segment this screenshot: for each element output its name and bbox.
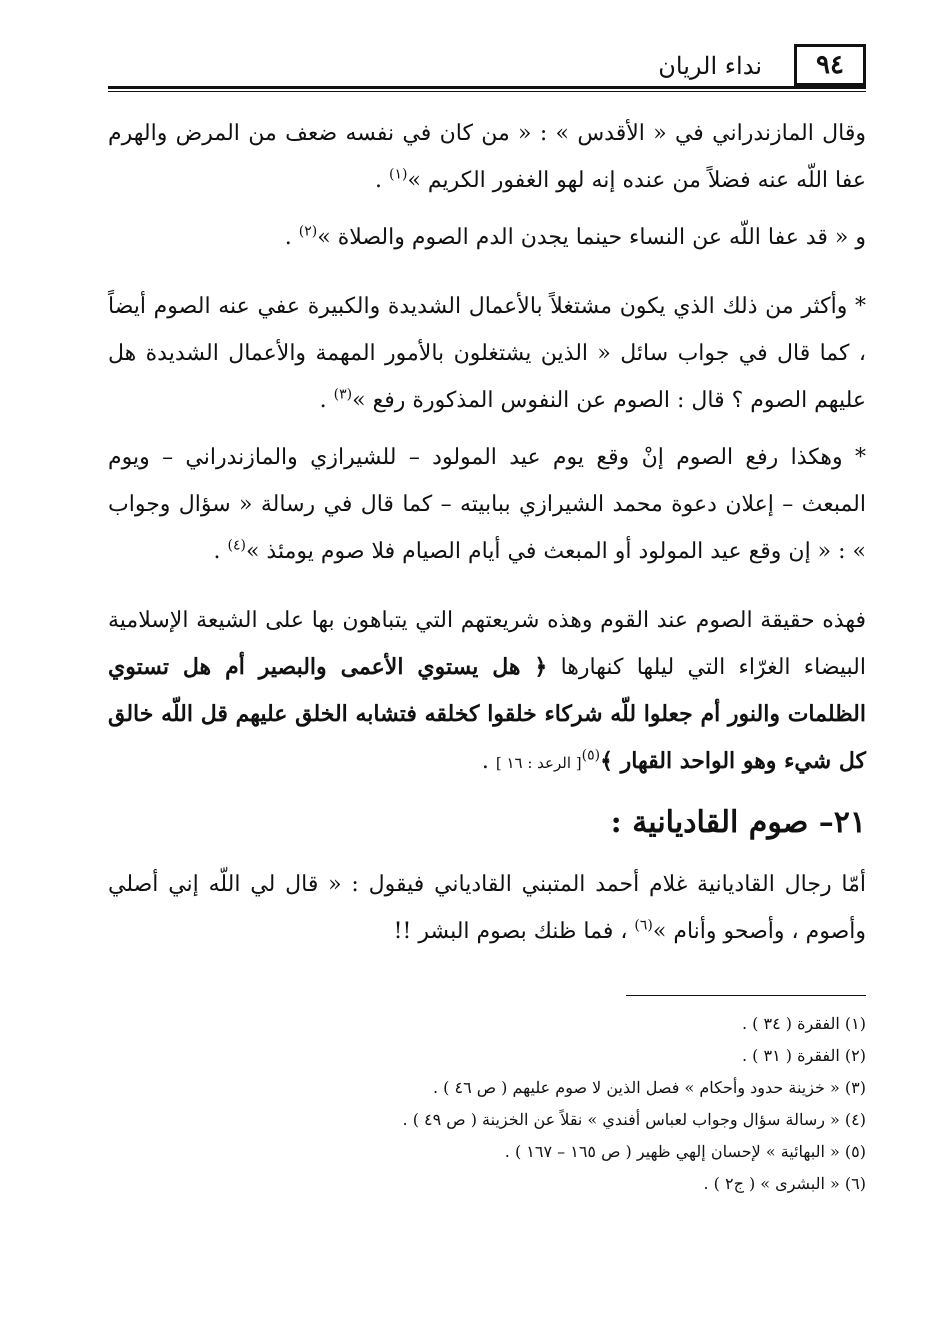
footnote-ref-1: (١) <box>388 166 408 183</box>
paragraph-3-text: * وأكثر من ذلك الذي يكون مشتغلاً بالأعمال الشديدة والكبيرة عفي عنه الصوم أيضاً ، كما قال في جواب سائل « الذين يشتغلون بالأمور المهمة والأعمال الشديدة هل عليهم الصوم ؟ قال : الصوم عن النفوس المذكورة رفع » <box>108 294 866 413</box>
footnote-3: (٣) « خزينة حدود وأحكام » فصل الذين لا صوم عليهم ( ص ٤٦ ) . <box>432 1078 866 1097</box>
footnote-4: (٤) « رسالة سؤال وجواب لعباس أفندي » نقلاً عن الخزينة ( ص ٤٩ ) . <box>402 1110 866 1129</box>
paragraph-1-text: وقال المازندراني في « الأقدس » : « من كان في نفسه ضعف من المرض والهرم عفا اللّه عنه فضلاً من عنده إنه لهو الغفور الكريم » <box>108 121 866 193</box>
page-header <box>108 30 866 88</box>
paragraph-4 <box>108 434 866 575</box>
footnotes <box>108 1008 866 1200</box>
paragraph-2-end: . <box>284 225 299 250</box>
paragraph-3-end: . <box>319 388 334 413</box>
paragraph-1 <box>108 110 866 204</box>
paragraph-6-end: ، فما ظنك بصوم البشر !! <box>393 919 635 944</box>
body-text <box>108 110 866 955</box>
footnote-2: (٢) الفقرة ( ٣١ ) . <box>742 1046 866 1065</box>
page-number: ٩٤ <box>794 44 866 86</box>
paragraph-5-end: . <box>481 749 496 774</box>
paragraph-2 <box>108 214 866 261</box>
paragraph-6 <box>108 861 866 955</box>
book-page <box>108 30 866 1336</box>
footnote-ref-3: (٣) <box>333 386 353 403</box>
header-rule-thin <box>108 91 866 92</box>
paragraph-4-end: . <box>213 539 228 564</box>
paragraph-4-text: * وهكذا رفع الصوم إنْ وقع يوم عيد المولود – للشيرازي والمازندراني – ويوم المبعث – إعلان دعوة محمد الشيرازي ببابيته – كما قال في رسالة « سؤال وجواب » : « إن وقع عيد المولود أو المبعث في أيام الصيام فلا صوم يومئذ » <box>108 445 866 564</box>
running-title: نداء الريان <box>658 52 762 80</box>
quran-verse: ﴿ هل يستوي الأعمى والبصير أم هل تستوي الظلمات والنور أم جعلوا للّه شركاء خلقوا كخلقه فتشابه الخلق عليهم قل اللّه خالق كل شيء وهو الواحد القهار ﴾ <box>108 654 866 774</box>
footnote-6: (٦) « البشرى » ( ج٢ ) . <box>703 1174 866 1193</box>
paragraph-3 <box>108 283 866 424</box>
footnote-ref-5: (٥) <box>581 747 601 764</box>
paragraph-5-text: فهذه حقيقة الصوم عند القوم وهذه شريعتهم التي يتباهون بها على الشيعة الإسلامية البيضاء الغرّاء التي ليلها كنهارها <box>108 608 866 680</box>
footnote-5: (٥) « البهائية » لإحسان إلهي ظهير ( ص ١٦٥ – ١٦٧ ) . <box>504 1142 866 1161</box>
section-heading: ٢١– صوم القاديانية : <box>610 805 866 840</box>
paragraph-2-text: و « قد عفا اللّه عن النساء حينما يجدن الدم الصوم والصلاة » <box>317 225 866 250</box>
paragraph-1-end: . <box>374 168 389 193</box>
header-rule <box>108 86 866 89</box>
footnote-1: (١) الفقرة ( ٣٤ ) . <box>742 1014 866 1033</box>
footnote-ref-6: (٦) <box>634 917 653 934</box>
footnote-ref-2: (٢) <box>298 223 318 240</box>
footnote-ref-4: (٤) <box>227 537 246 554</box>
verse-citation: [ الرعد : ١٦ ] <box>495 754 582 772</box>
paragraph-5 <box>108 597 866 787</box>
paragraph-6-text: أمّا رجال القاديانية غلام أحمد المتبني القادياني فيقول : « قال لي اللّه إني أصلي وأصوم ، وأصحو وأنام » <box>108 872 866 944</box>
footnote-rule <box>626 995 866 996</box>
